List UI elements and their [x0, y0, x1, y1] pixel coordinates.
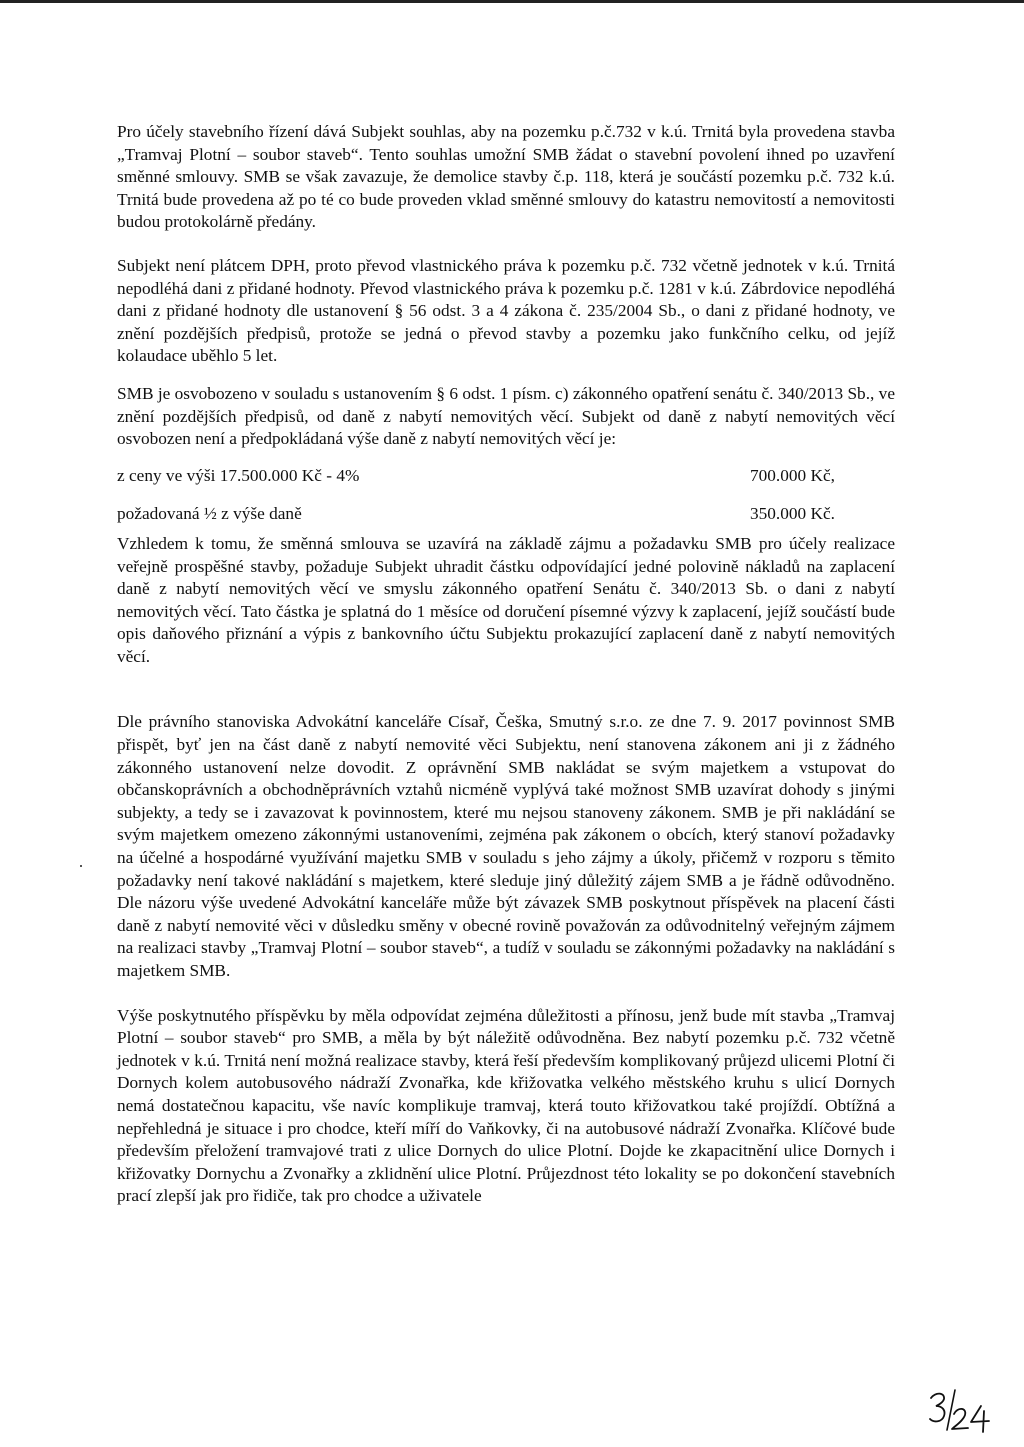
- paragraph-legal-opinion: Dle právního stanoviska Advokátní kanceláře Císař, Češka, Smutný s.r.o. ze dne 7. 9. 2017 povinnost SMB přispět, byť jen na část daně z nabytí nemovité věci Subjektu, není stanovena zákonem ani ji z žádného zákonného ustanovení nelze dovodit. Z oprávnění SMB nakládat se svým majetkem a vstupovat do občanskoprávních a obchodněprávních vztahů nicméně vyplývá také možnost SMB uzavírat dohody s jinými subjekty, a tedy se i zavazovat k povinnostem, které mu nejsou stanoveny zákonem. SMB je při nakládání se svým majetkem omezeno zákonnými ustanoveními, zejména pak zákonem o obcích, který stanoví požadavky na účelné a hospodárné využívání majetku SMB v souladu s jeho zájmy a úkoly, přičemž v rozporu s těmito požadavky není takové nakládání s majetkem, které sleduje jiný důležitý zájem SMB a je řádně odůvodněno. Dle názoru výše uvedené Advokátní kanceláře může být závazek SMB poskytnout příspěvek na placení části daně z nabytí nemovité věci v důsledku směny v obecné rovině považován za odůvodnitelný veřejným zájmem na realizaci stavby „Tramvaj Plotní – soubor staveb“, a tudíž v souladu se zákonnými požadavky na nakládání s majetkem SMB.: [117, 712, 895, 980]
- calculation-amount: 350.000 Kč.: [750, 504, 835, 524]
- calculation-row-half: [117, 503, 895, 526]
- paragraph-building-consent: Pro účely stavebního řízení dává Subjekt souhlas, aby na pozemku p.č.732 v k.ú. Trnitá byla provedena stavba „Tramvaj Plotní – soubor staveb“. Tento souhlas umožní SMB žádat o stavební povolení ihned po uzavření směnné smlouvy. SMB se však zavazuje, že demolice stavby č.p. 118, která je součástí pozemku p.č. 732 k.ú. Trnitá bude provedena až po té co bude proveden vklad směnné smlouvy do katastru nemovitostí a nemovitosti budou protokolárně předány.: [117, 122, 895, 232]
- paragraph-payment-request: Vzhledem k tomu, že směnná smlouva se uzavírá na základě zájmu a požadavku SMB pro účely realizace veřejně prospěšné stavby, požaduje Subjekt uhradit částku odpovídající jedné polovině nákladů na zaplacení daně z nabytí nemovitých věcí ve smyslu zákonného opatření Senátu č. 340/2013 Sb. o dani z nabytí nemovitých věcí. Tato částka je splatná do 1 měsíce od doručení písemné výzvy k zaplacení, jejíž součástí bude opis daňového přiznání a výpis z bankovního účtu Subjektu prokazující zaplacení daně z nabytí nemovitých věcí.: [117, 533, 895, 666]
- handwritten-page-number: [925, 1384, 1005, 1434]
- calculation-label: z ceny ve výši 17.500.000 Kč - 4%: [117, 465, 360, 485]
- handwritten-page-number-glyphs: [925, 1384, 1005, 1434]
- scan-speck: [80, 865, 82, 867]
- paragraph-vat: Subjekt není plátcem DPH, proto převod vlastnického práva k pozemku p.č. 732 včetně jednotek v k.ú. Trnitá nepodléhá dani z přidané hodnoty. Převod vlastnického práva k pozemku p.č. 1281 v k.ú. Zábrdovice nepodléhá dani z přidané hodnoty dle ustanovení § 56 odst. 3 a 4 zákona č. 235/2004 Sb., o dani z přidané hodnoty, ve znění pozdějších předpisů, protože se jedná o převod stavby a pozemku jako funkčního celku, od jejíž kolaudace uběhlo 5 let.: [117, 255, 895, 366]
- scan-top-edge: [0, 0, 1024, 3]
- paragraph-property-tax: SMB je osvobozeno v souladu s ustanovením § 6 odst. 1 písm. c) zákonného opatření senátu č. 340/2013 Sb., ve znění pozdějších předpisů, od daně z nabytí nemovitých věcí. Subjekt od daně z nabytí nemovitých věcí osvobozen není a předpokládaná výše daně z nabytí nemovitých věcí je:: [117, 383, 895, 449]
- calculation-row-tax: [117, 465, 895, 488]
- document-page: [117, 121, 895, 1208]
- paragraph-contribution: Výše poskytnutého příspěvku by měla odpovídat zejména důležitosti a přínosu, jenž bude mít stavba „Tramvaj Plotní – soubor staveb“ pro SMB, a měla by být náležitě odůvodněna. Bez nabytí pozemku p.č. 732 včetně jednotek v k.ú. Trnitá není možná realizace stavby, která řeší především komplikovaný průjezd ulicemi Plotní či Dornych kolem autobusového nádraží Zvonařka, kde křižovatka velkého městského kruhu s ulicí Dornych nemá dostatečnou kapacitu, vše navíc komplikuje tramvaj, která touto křižovatkou také projíždí. Obtížná a nepřehledná je situace i pro chodce, kteří míří do Vaňkovky, či na autobusové nádraží Zvonařka. Klíčové bude především přeložení tramvajové trati z ulice Dornych do ulice Plotní. Dojde ke zkapacitnění ulice Dornych i křižovatky Dornychu a Zvonařky a zklidnění ulice Plotní. Průjezdnost této lokality se po dokončení stavebních prací zlepší jak pro řidiče, tak pro chodce a uživatele: [117, 1005, 895, 1206]
- calculation-label: požadovaná ½ z výše daně: [117, 504, 302, 524]
- calculation-amount: 700.000 Kč,: [750, 465, 835, 485]
